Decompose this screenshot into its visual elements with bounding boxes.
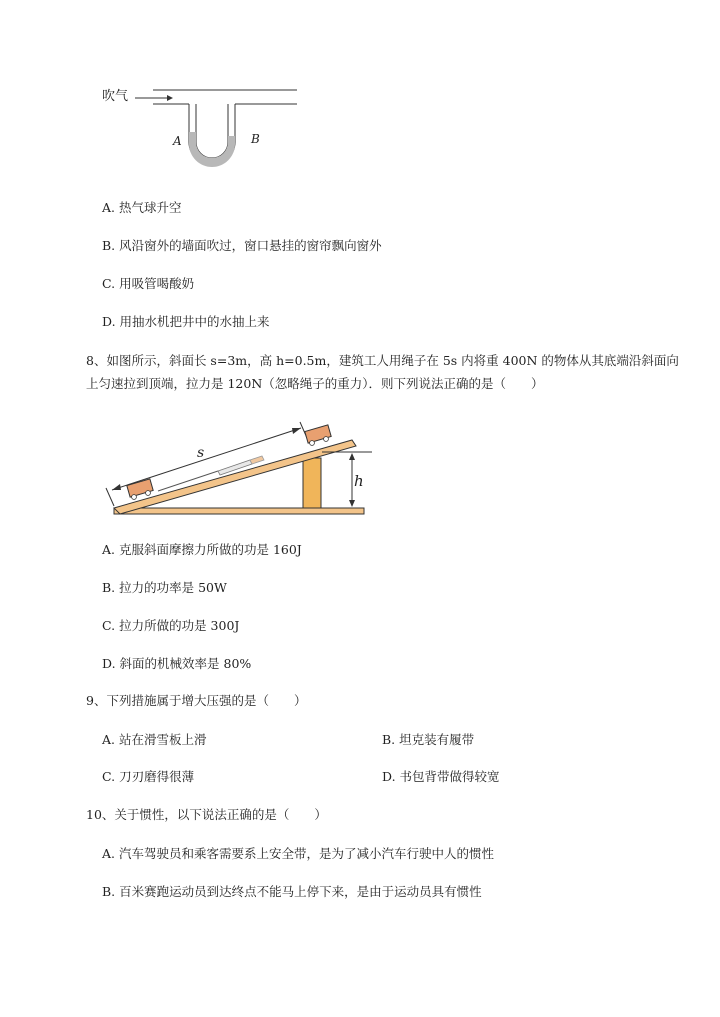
q8-option-d: D. 斜面的机械效率是 80%	[102, 656, 252, 671]
u-tube-figure	[95, 82, 305, 182]
q9-option-b: B. 坦克装有履带	[382, 732, 475, 747]
label-h: h	[354, 472, 364, 490]
q7-option-d: D. 用抽水机把井中的水抽上来	[102, 314, 270, 329]
q7-option-b: B. 风沿窗外的墙面吹过，窗口悬挂的窗帘飘向窗外	[102, 238, 382, 253]
q7-option-c: C. 用吸管喝酸奶	[102, 276, 195, 291]
q8-stem-line1: 8、如图所示，斜面长 s=3m，高 h=0.5m，建筑工人用绳子在 5s 内将重 400N 的物体从其底端沿斜面向	[86, 353, 679, 368]
q10-option-b: B. 百米赛跑运动员到达终点不能马上停下来，是由于运动员具有惯性	[102, 884, 482, 899]
q8-option-c: C. 拉力所做的功是 300J	[102, 618, 240, 633]
q10-stem: 10、关于惯性，以下说法正确的是（ ）	[86, 807, 327, 822]
q9-option-d: D. 书包背带做得较宽	[382, 769, 500, 784]
q10-option-a: A. 汽车驾驶员和乘客需要系上安全带，是为了减小汽车行驶中人的惯性	[102, 846, 494, 861]
label-s: s	[197, 445, 205, 461]
q8-option-a: A. 克服斜面摩擦力所做的功是 160J	[102, 542, 302, 557]
label-b: B	[251, 132, 260, 146]
q9-option-a: A. 站在滑雪板上滑	[102, 732, 207, 747]
q9-option-c: C. 刀刃磨得很薄	[102, 769, 195, 784]
q9-stem: 9、下列措施属于增大压强的是（ ）	[86, 693, 307, 708]
blow-label: 吹气	[102, 89, 129, 104]
q8-stem-line2: 上匀速拉到顶端，拉力是 120N（忽略绳子的重力）．则下列说法正确的是（ ）	[86, 376, 544, 391]
inclined-plane-figure	[100, 418, 380, 523]
q8-option-b: B. 拉力的功率是 50W	[102, 580, 227, 595]
q7-option-a: A. 热气球升空	[102, 200, 182, 215]
label-a: A	[173, 134, 182, 148]
inclined-plane-diagram	[100, 418, 380, 523]
